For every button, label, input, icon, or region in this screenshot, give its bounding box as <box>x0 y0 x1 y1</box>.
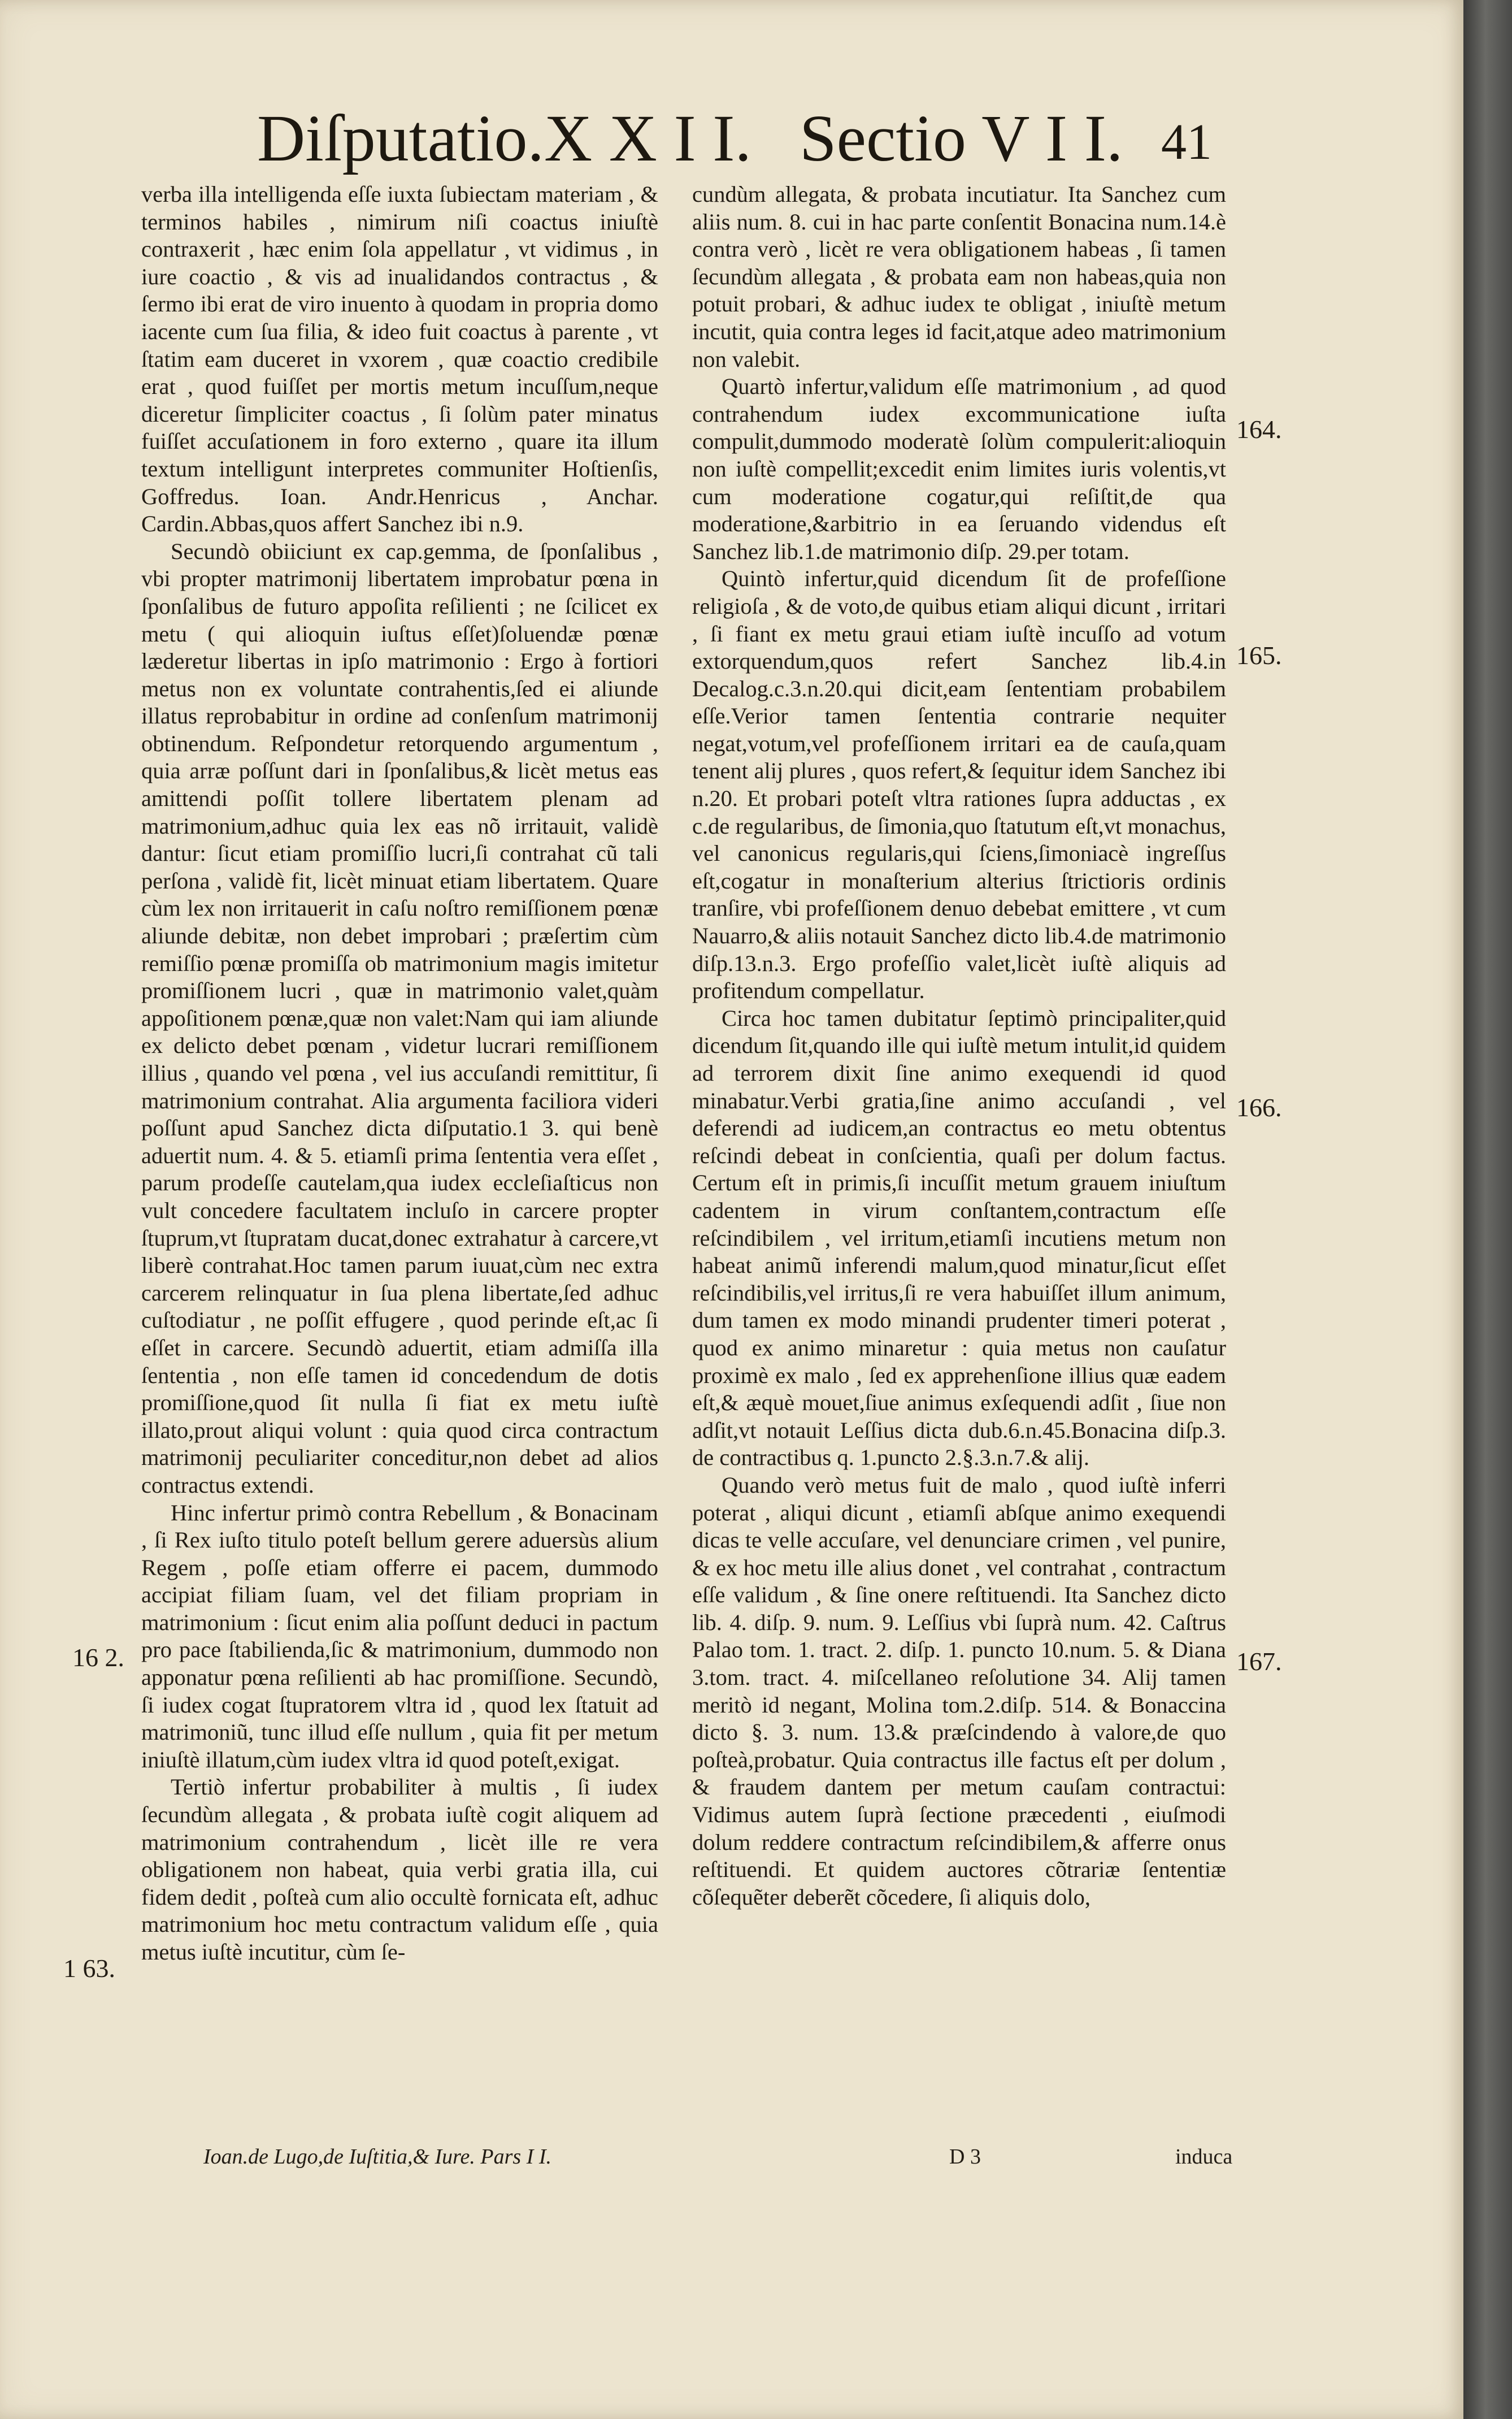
left-paragraph-2: Secundò obiiciunt ex cap.gemma, de ſponſalibus , vbi propter matrimonij libertatem improbatur pœna in ſponſalibus de futuro appoſita reſilienti ; ne ſcilicet ex metu ( qui alioquin iuſtus eſſet)ſoluendæ pœnæ læderetur libertas in ipſo matrimonio : Ergo à fortiori metus non ex voluntate contrahentis,ſed ei aliunde illatus reprobabitur in ordine ad conſenſum matrimonij obtinendum. Reſpondetur retorquendo argumentum , quia arræ poſſunt dari in ſponſalibus,& licèt metus eas amittendi poſſit tollere libertatem plenam ad matrimonium,adhuc quia lex eas nõ irritauit, validè dantur: ſicut etiam promiſſio lucri,ſi contrahat cũ tali perſona , validè fit, licèt minuat etiam libertatem. Quare cùm lex non irritauerit in caſu noſtro remiſſionem pœnæ aliunde debitæ, non debet improbari ; præſertim cùm remiſſio pœnæ promiſſa ob matrimonium magis imitetur promiſſionem lucri , quæ in matrimonio valet,quàm appoſitionem pœnæ,quæ non valet:Nam qui iam aliunde ex delicto debet pœnam , videtur lucrari remiſſionem illius , quando vel pœna , vel ius accuſandi remittitur, ſi matrimonium contrahat. Alia argumenta faciliora videri poſſunt apud Sanchez dicta diſputatio.1 3. qui benè aduertit num. 4. & 5. etiamſi prima ſententia vera eſſet , parum prodeſſe cautelam,qua iudex eccleſiaſticus non vult concedere facultatem incluſo in carcere propter ſtuprum,vt ſtupratam ducat,donec extrahatur à carcere,vt liberè contrahat.Hoc tamen parum iuuat,cùm nec extra carcerem relinquatur in ſua plena libertate,ſed adhuc cuſtodiatur , ne poſſit effugere , quod perinde eſt,ac ſi eſſet in carcere. Secundò aduertit, etiam admiſſa illa ſententia , non eſſe tamen id concedendum de dotis promiſſione,quod ſit nulla ſi fiat ex metu iuſtè illato,prout aliqui volunt : quia quod circa contractum matrimonij peculiariter conceditur,non debet ad alios contractus extendi. <box>141 538 658 1498</box>
signature-mark: D 3 <box>949 2145 981 2169</box>
margin-number-165: 165. <box>1236 641 1282 670</box>
margin-number-166: 166. <box>1236 1093 1282 1122</box>
right-paragraph-5: Quando verò metus fuit de malo , quod iuſtè inferri poterat , aliqui dicunt , etiamſi abſque animo exequendi dicas te velle accuſare, vel denunciare crimen , vel punire, & ex hoc metu ille alius donet , vel contrahat , contractum eſſe validum , & ſine onere reſtituendi. Ita Sanchez dicto lib. 4. diſp. 9. num. 9. Leſſius vbi ſuprà num. 42. Caſtrus Palao tom. 1. tract. 2. diſp. 1. puncto 10.num. 5. & Diana 3.tom. tract. 4. miſcellaneo reſolutione 34. Alij tamen meritò id negant, Molina tom.2.diſp. 514. & Bonaccina dicto §. 3. num. 13.& præſcindendo à valore,de quo poſteà,probatur. Quia contractus ille factus eſt per dolum , & fraudem dantem per metum cauſam contractui: Vidimus autem ſuprà ſectione præcedenti , eiuſmodi dolum reddere contractum reſcindibilem,& afferre onus reſtituendi. Et quidem auctores cõtrariæ ſententiæ cõſequẽter deberẽt cõcedere, ſi aliquis dolo, <box>692 1472 1226 1910</box>
folio-number: 41 <box>1161 114 1212 170</box>
running-head <box>257 99 1229 178</box>
left-column <box>141 181 658 1966</box>
right-paragraph-1: cundùm allegata, & probata incutiatur. Ita Sanchez cum aliis num. 8. cui in hac parte conſentit Bonacina num.14.è contra verò , licèt re vera obligationem habeas , ſi tamen ſecundùm allegata , & probata eam non habeas,quia non potuit probari, & adhuc iudex te obligat , iniuſtè metum incutit, quia contra leges id facit,atque adeo matrimonium non valebit. <box>692 181 1226 372</box>
running-head-sectio: Sectio V I I. <box>800 101 1123 175</box>
margin-number-167: 167. <box>1236 1647 1282 1676</box>
right-paragraph-2: Quartò infertur,validum eſſe matrimonium , ad quod contrahendum iudex excommunicatione iuſta compulit,dummodo moderatè ſolùm compulerit:alioquin non iuſtè compellit;excedit enim limites iuris volentis,vt cum moderatione cogatur,qui reſiſtit,de qua moderatione,&arbitrio in ea ſeruando videndus eſt Sanchez lib.1.de matrimonio diſp. 29.per totam. <box>692 374 1226 564</box>
left-paragraph-3: Hinc infertur primò contra Rebellum , & Bonacinam , ſi Rex iuſto titulo poteſt bellum gerere aduersùs alium Regem , poſſe etiam offerre ei pacem, dummodo accipiat filiam ſuam, vel det filiam propriam in matrimonium : ſicut enim alia poſſunt deduci in pactum pro pace ſtabilienda,ſic & matrimonium, dummodo non apponatur pœna reſilienti ab hac promiſſione. Secundò, ſi iudex cogat ſtupratorem vltra id , quod lex ſtatuit ad matrimoniũ, tunc illud eſſe nullum , quia fit per metum iniuſtè illatum,cùm iudex vltra id quod poteſt,exigat. <box>141 1499 658 1772</box>
margin-number-163: 1 63. <box>63 1954 115 1983</box>
footer-book-title: Ioan.de Lugo,de Iuſtitia,& Iure. Pars I I. <box>203 2145 552 2169</box>
right-paragraph-4: Circa hoc tamen dubitatur ſeptimò principaliter,quid dicendum ſit,quando ille qui iuſtè metum intulit,id quidem ad terrorem dixit ſine animo exequendi id quod minabatur.Verbi gratia,ſine animo accuſandi , vel deferendi ad iudicem,an contractus eo metu obtentus reſcindi debeat in conſcientia, quaſi per dolum factus. Certum eſt in primis,ſi incuſſit metum grauem iniuſtum cadentem in virum conſtantem,contractum eſſe reſcindibilem , vel irritum,etiamſi incutiens metum non habeat animũ inferendi malum,quod minatur,ſicut eſſet reſcindibilis,vel irritus,ſi re vera habuiſſet illum animum, dum tamen ex modo minandi prudenter timeri poterat , quod ex animo minaretur : quia metus non cauſatur proximè ex malo , ſed ex apprehenſione illius quæ eadem eſt,& æquè mouet,ſiue animus exſequendi adſit , ſiue non adſit,vt notauit Leſſius dicta dub.6.n.45.Bonacina diſp.3. de contractibus q. 1.puncto 2.§.3.n.7.& alij. <box>692 1005 1226 1471</box>
catchword: induca <box>1175 2145 1233 2169</box>
running-head-disputatio: Diſputatio.X X I I. <box>257 101 752 175</box>
margin-number-162: 16 2. <box>72 1643 124 1672</box>
left-paragraph-1: verba illa intelligenda eſſe iuxta ſubiectam materiam , & terminos habiles , nimirum niſi coactus iniuſtè contraxerit , hæc enim ſola appellatur , vt vidimus , in iure coactio , & vis ad inualidandos contractus , & ſermo ibi erat de viro inuento à quodam in propria domo iacente cum ſua filia, & ideo fuit coactus à parente , vt ſtatim eam duceret in vxorem , quæ coactio credibile erat , quod fuiſſet per mortis metum incuſſum,neque diceretur ſimpliciter coactus , ſi ſolùm pater minatus fuiſſet accuſationem in foro externo , quare ita illum textum intelligunt interpretes communiter Hoſtienſis, Goffredus. Ioan. Andr.Henricus , Anchar. Cardin.Abbas,quos affert Sanchez ibi n.9. <box>141 181 658 537</box>
right-column <box>692 181 1226 1911</box>
left-paragraph-4: Tertiò infertur probabiliter à multis , ſi iudex ſecundùm allegata , & probata iuſtè cogit aliquem ad matrimonium contrahendum , licèt ille re vera obligationem non habeat, quia verbi gratia illa, cui fidem dedit , poſteà cum alio occultè fornicata eſt, adhuc matrimonium hoc metu contractum validum eſſe , quia metus iuſtè incutitur, cùm ſe- <box>141 1774 658 1965</box>
footer-right <box>949 2143 1232 2171</box>
page-edge-shadow <box>1463 0 1512 2419</box>
margin-number-164: 164. <box>1236 415 1282 444</box>
right-paragraph-3: Quintò infertur,quid dicendum ſit de profeſſione religioſa , & de voto,de quibus etiam aliqui dicunt , irritari , ſi fiant ex metu graui etiam iuſtè incuſſo ad votum extorquendum,quos refert Sanchez lib.4.in Decalog.c.3.n.20.qui dicit,eam ſententiam probabilem eſſe.Verior tamen ſententia contrarie nequiter negat,votum,vel profeſſionem irritari ea de cauſa,quam tenent alij plures , quos refert,& ſequitur idem Sanchez ibi n.20. Et probari poteſt vltra rationes ſupra adductas , ex c.de regularibus, de ſimonia,quo ſtatutum eſt,vt monachus, vel canonicus regularis,qui ſciens,ſimoniacè ingreſſus eſt,cogatur in monaſterium alterius ſtrictioris ordinis tranſire, vbi profeſſionem denuo debebat emittere , vt cum Nauarro,& aliis notauit Sanchez dicto lib.4.de matrimonio diſp.13.n.3. Ergo profeſſio valet,licèt iuſtè aliquis ad profitendum compellatur. <box>692 566 1226 1004</box>
